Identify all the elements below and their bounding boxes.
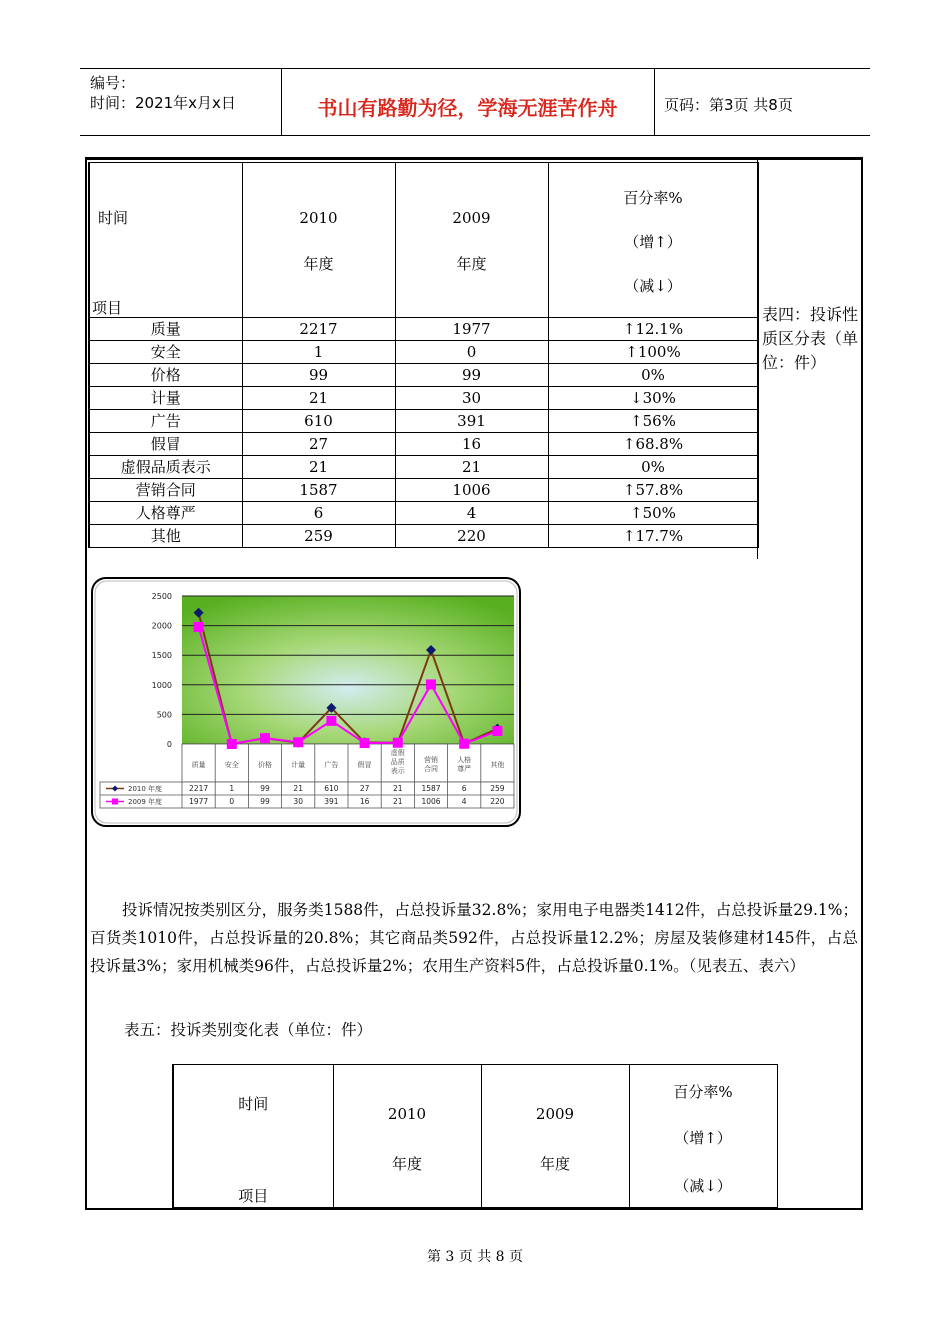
y-tick-label: 2000 [151,621,172,631]
row-2009: 220 [395,525,548,548]
series-2-point [492,726,502,736]
data-label: 21 [393,797,403,806]
header-code: 编号： [90,74,136,92]
category-label: 广告 [324,761,339,769]
data-label: 6 [461,784,467,793]
category-label: 营销 [424,756,438,764]
category-label: 计量 [291,761,306,769]
body-paragraph: 投诉情况按类别区分，服务类1588件，占总投诉量32.8%；家用电子电器类1412件，占总投诉量29.1%；百货类1010件，占总投诉量的20.8%；其它商品类592件，占总投诉量12.2%；房屋及装修建材145件，占总投诉量3%；家用机械类96件，占总投诉量2%；农用生产资料5件，占总投诉量0.1%。（见表五、表六） [90,901,858,975]
row-2010: 21 [242,387,395,410]
header-divider [654,68,655,136]
header-bottom-rule [80,135,870,136]
header-decrease-label: （减↓） [674,1177,732,1195]
table-row [89,410,758,433]
data-label: 30 [293,797,303,806]
row-item: 营销合同 [89,479,242,502]
row-2009: 4 [395,502,548,525]
series-2-point [293,737,303,747]
y-tick-label: 1500 [151,651,172,661]
data-label: 0 [229,797,235,806]
table5-caption: 表五：投诉类别变化表（单位：件） [124,1021,373,1039]
header-increase-label: （增↑） [674,1129,732,1147]
series-2-point [194,622,204,632]
row-2010: 1587 [242,479,395,502]
y-tick-label: 0 [166,740,172,749]
table-row [89,364,758,387]
row-2009: 30 [395,387,548,410]
row-percent: 0% [548,456,758,479]
category-label: 假冒 [357,761,372,769]
series-2-point [360,738,370,748]
row-item: 人格尊严 [89,502,242,525]
series-2-point [227,739,237,749]
complaint-nature-table [88,162,759,548]
row-item: 其他 [89,525,242,548]
legend-marker [112,799,118,805]
header-cell-percent [629,1065,777,1208]
header-item-label: 项目 [92,299,123,317]
table-row [89,456,758,479]
data-label: 21 [393,784,403,793]
category-label: 人格 [457,756,472,764]
series-2-point [426,679,436,689]
category-label: 合同 [424,765,438,773]
row-item: 安全 [89,341,242,364]
page-footer: 第 3 页 共 8 页 [426,1249,524,1265]
category-label: 品质 [390,758,405,766]
row-2010: 1 [242,341,395,364]
table-row [89,387,758,410]
complaint-line-chart [90,576,522,828]
row-2009: 1977 [395,318,548,341]
header-page-number: 页码：第3页 共8页 [664,96,793,114]
row-2009: 1006 [395,479,548,502]
series-2-point [393,738,403,748]
data-label: 16 [359,797,370,806]
row-percent: ↑50% [548,502,758,525]
y-tick-label: 500 [156,710,172,720]
header-cell-2010 [242,163,395,318]
data-label: 21 [293,784,303,793]
row-2010: 27 [242,433,395,456]
table-row [89,525,758,548]
header-cell-time-item [89,163,242,318]
header-time-label: 时间 [98,209,129,227]
table-row [89,318,758,341]
data-label: 391 [324,797,339,806]
category-label: 表示 [390,767,405,775]
row-2010: 610 [242,410,395,433]
row-2010: 99 [242,364,395,387]
header-motto: 书山有路勤为径，学海无涯苦作舟 [317,96,618,120]
header-2010-year: 2010 [387,1105,427,1123]
row-percent: ↑56% [548,410,758,433]
row-2009: 16 [395,433,548,456]
data-label: 4 [461,797,467,806]
category-label: 质量 [191,761,206,769]
y-tick-label: 2500 [151,592,172,601]
header-2009-year: 2009 [452,209,491,227]
row-item: 质量 [89,318,242,341]
table-row [89,433,758,456]
header-cell-percent [548,163,758,318]
header-2009-year: 2009 [535,1105,575,1123]
data-label: 27 [359,784,370,793]
header-2010-year: 2010 [299,209,338,227]
category-label: 尊严 [457,765,472,773]
header-cell-2010 [333,1065,481,1208]
row-percent: ↑12.1% [548,318,758,341]
data-label: 1 [229,784,235,793]
data-label: 99 [260,797,270,806]
header-2009-label: 年度 [456,255,487,273]
data-label: 610 [324,784,339,793]
series-2-point [459,739,469,749]
data-label: 99 [260,784,270,793]
row-2009: 0 [395,341,548,364]
header-2010-label: 年度 [391,1155,422,1173]
category-label: 其他 [490,761,505,769]
data-label: 1006 [421,797,441,806]
header-2010-label: 年度 [303,255,334,273]
category-label: 安全 [224,761,239,769]
row-percent: ↑100% [548,341,758,364]
header-item-label: 项目 [238,1187,269,1205]
header-cell-2009 [395,163,548,318]
row-item: 计量 [89,387,242,410]
header-percent-label: 百分率% [623,189,683,207]
row-2009: 391 [395,410,548,433]
row-item: 假冒 [89,433,242,456]
header-increase-label: （增↑） [624,233,682,251]
row-percent: ↑68.8% [548,433,758,456]
row-2009: 21 [395,456,548,479]
y-tick-label: 1000 [151,680,172,690]
data-label: 1587 [421,784,441,793]
data-label: 259 [490,784,505,793]
header-percent-label: 百分率% [673,1083,733,1101]
row-2010: 21 [242,456,395,479]
row-item: 广告 [89,410,242,433]
header-top-rule [80,68,870,69]
data-label: 220 [490,797,505,806]
category-label: 虚假 [390,749,405,757]
header-cell-time-item [173,1065,333,1208]
row-2010: 6 [242,502,395,525]
header-date: 时间：2021年x月x日 [90,94,236,112]
legend-series-name: 2010 年度 [128,785,163,793]
data-label: 2217 [189,784,209,793]
row-item: 价格 [89,364,242,387]
row-2009: 99 [395,364,548,387]
row-2010: 259 [242,525,395,548]
series-2-point [260,733,270,743]
row-percent: 0% [548,364,758,387]
table-row [89,479,758,502]
table-row [89,502,758,525]
table-row [89,341,758,364]
complaint-category-table [172,1064,778,1208]
data-label: 1977 [189,797,209,806]
header-cell-2009 [481,1065,629,1208]
row-2010: 2217 [242,318,395,341]
table4-caption: 表四：投诉性质区分表（单位：件） [762,305,859,372]
header-2009-label: 年度 [539,1155,570,1173]
row-percent: ↑57.8% [548,479,758,502]
legend-series-name: 2009 年度 [128,798,163,806]
row-percent: ↑17.7% [548,525,758,548]
category-label: 价格 [258,761,272,769]
row-item: 虚假品质表示 [89,456,242,479]
row-percent: ↓30% [548,387,758,410]
header-decrease-label: （减↓） [624,277,682,295]
header-time-label: 时间 [238,1095,269,1113]
series-2-point [326,716,336,726]
plot-area [182,596,514,744]
